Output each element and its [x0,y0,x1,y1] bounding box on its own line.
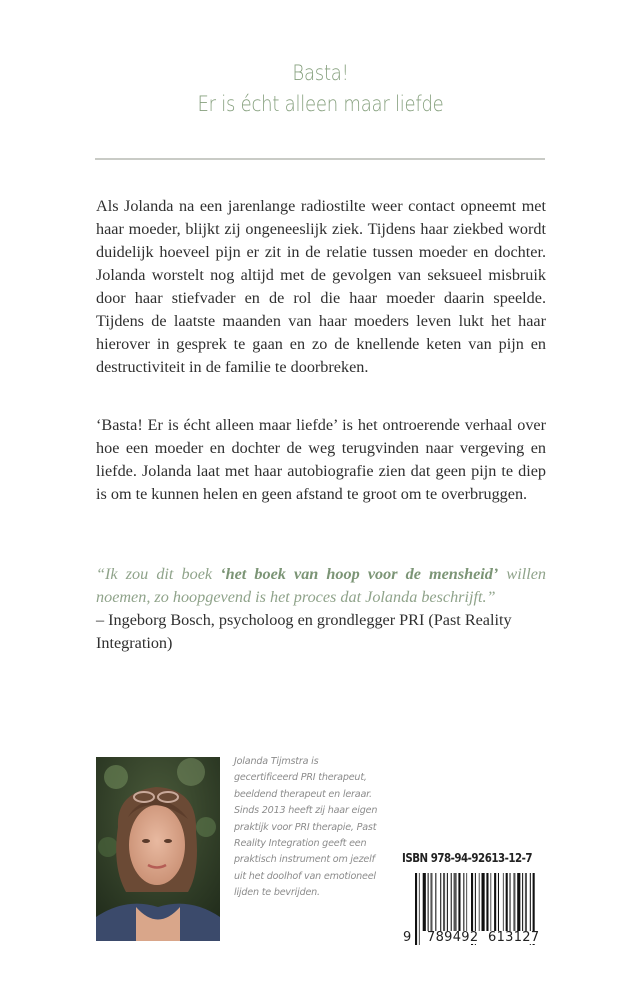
title-divider [95,158,545,160]
title-line-2: Er is écht alleen maar liefde [197,92,444,116]
barcode-bar [522,873,523,931]
title-line-1: Basta! [292,61,349,85]
quote-emphasis: ‘het boek van hoop voor de mensheid’ [220,565,499,583]
endorsement-quote [96,563,546,609]
barcode-bar [513,873,515,931]
quote-open: “Ik zou dit boek [96,565,221,583]
barcode-bar [463,873,464,931]
barcode-bar [479,873,480,931]
barcode-bar [451,873,452,931]
barcode-bar [466,873,467,931]
author-bio: Jolanda Tijmstra is gecertificeerd PRI therapeut, beeldend therapeut en leraar. Sinds 2013 heeft zij haar eigen praktijk voor PRI therapie, Past Reality Integration geeft een praktisch instrument om jezelf uit het doolhof van emotioneel lijden te bevrijden. [234,756,378,899]
blurb-paragraph-2: ‘Basta! Er is écht alleen maar liefde’ is het ontroerende verhaal over hoe een moeder en dochter de weg terugvinden naar vergeving en liefde. Jolanda laat met haar autobiografie zien dat geen pijn te diep is om te kunnen helen en geen afstand te groot om te overbruggen. [96,416,546,503]
author-photo [96,757,220,941]
barcode-bar [435,873,436,931]
barcode-bar [430,873,432,931]
barcode-bar [415,873,417,945]
blurb-paragraph-1: Als Jolanda na een jarenlange radiostilte weer contact opneemt met haar moeder, blijkt zij ongeneeslijk ziek. Tijdens haar ziekbed wordt duidelijk hoeveel pijn er zit in de relatie tussen moeder en dochter. Jolanda worstelt nog altijd met de gevolgen van seksueel misbruik door haar stiefvader en de rol die haar moeder daarin speelde. Tijdens de laatste maanden van haar moeders leven lukt het haar hierover in gesprek te gaan en zo de knellende keten van pijn en destructiviteit in de familie te doorbreken. [96,197,546,376]
barcode-bar [506,873,508,931]
author-portrait-icon [96,757,220,941]
barcode-bar [486,873,488,931]
barcode-bar [490,873,491,931]
barcode-bar [440,873,441,931]
isbn-label: ISBN 978-94-92613-12-7 [402,850,533,865]
barcode-digits-right: 613127 [488,930,540,945]
endorsement [96,563,546,655]
barcode-bar [447,873,448,931]
barcode-bar [482,873,485,931]
barcode-bar [503,873,504,931]
barcode-bar [498,873,499,931]
barcode-bar [443,873,445,931]
barcode-digits-left: 789492 [427,930,479,945]
endorsement-attribution: – Ingeborg Bosch, psycholoog en grondlegger PRI (Past Reality Integration) [96,611,512,652]
barcode-bar [419,873,420,945]
barcode-bar [510,873,511,931]
barcode-bar [428,873,429,931]
quote-close: willen noemen, zo hoopgevend is het proces dat Jolanda beschrijft.” [96,565,546,606]
barcode-bar [517,873,520,931]
barcode-bar [454,873,457,931]
barcode-bar [494,873,496,931]
barcode-bar [423,873,426,931]
barcode-digit-first: 9 [403,930,412,945]
barcode-bar [525,873,527,931]
book-title [0,58,641,120]
barcode-bar [458,873,460,931]
